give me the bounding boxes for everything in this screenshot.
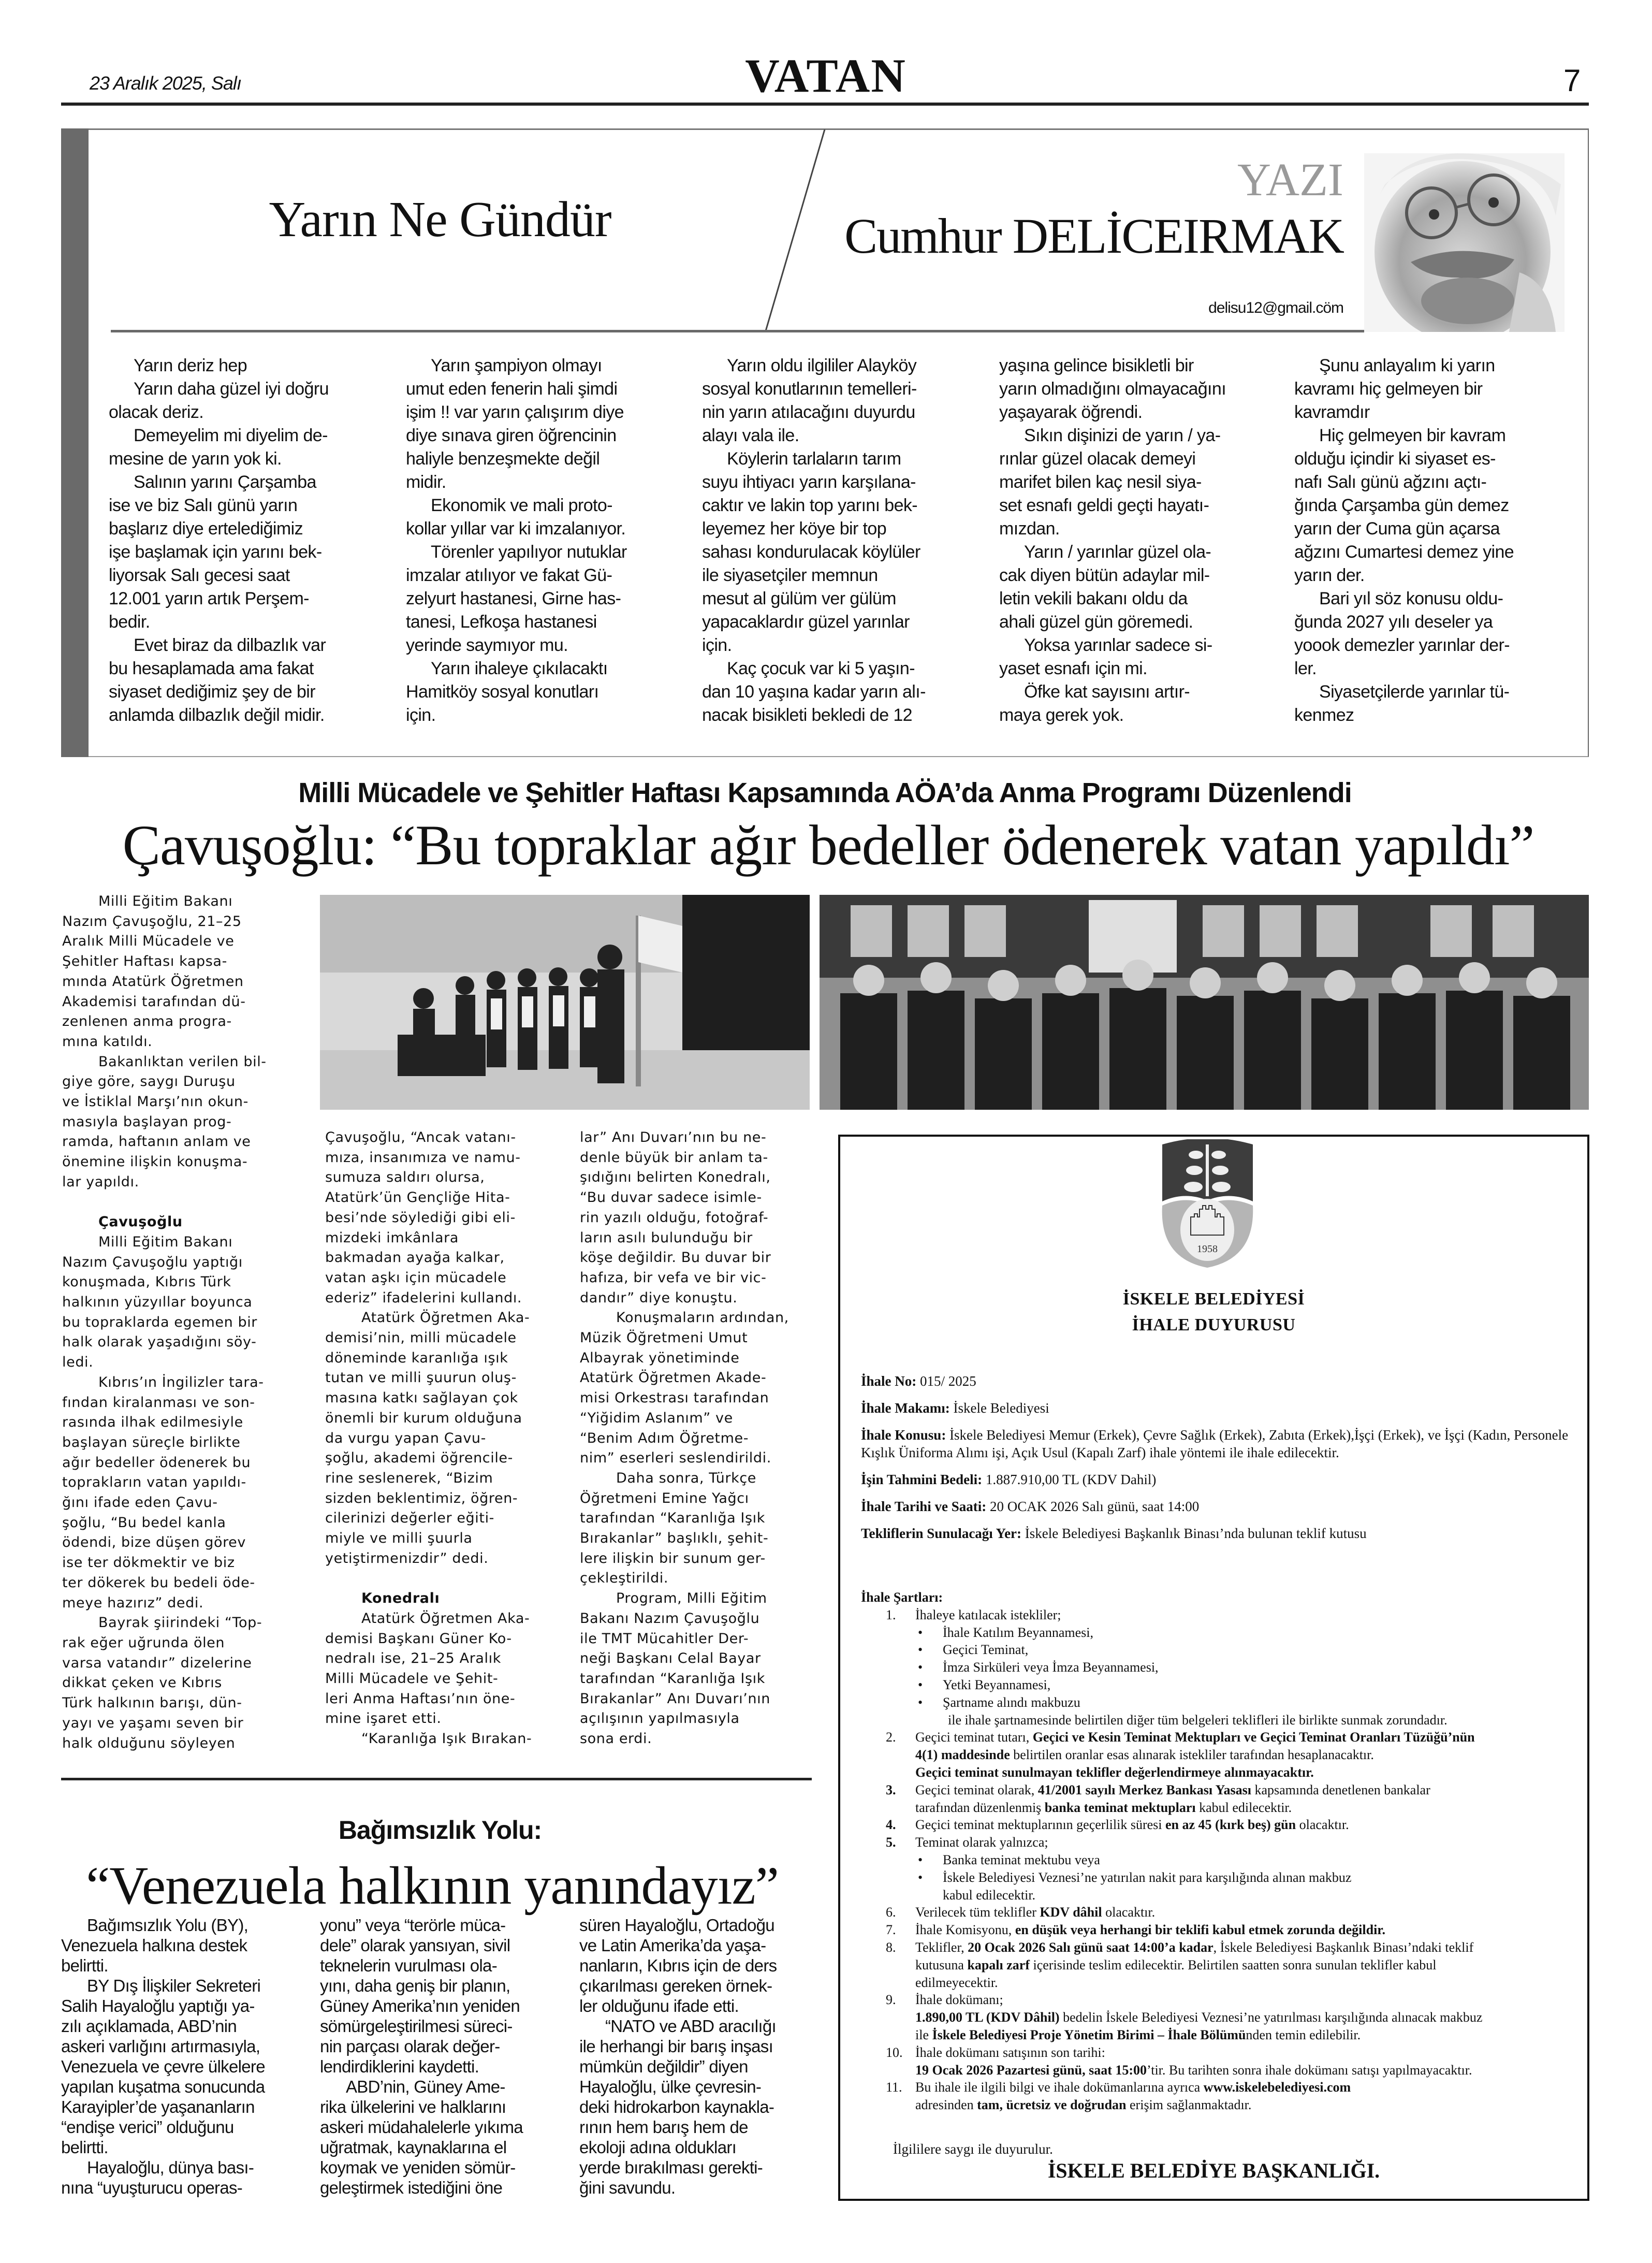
condition-line: [861, 1694, 1575, 1711]
condition-line: [861, 2009, 1575, 2026]
condition-line: [861, 1816, 1575, 1834]
paragraph: Yoksa yarınlar sadece si- yaset esnafı için mi.: [999, 635, 1212, 678]
paragraph: Çavuşoğlu, “Ancak vatanı- mıza, insanımıza ve namu- sumuza saldırı olursa, Atatürk’ün Gençliğe Hita- besi’nde söylediği gibi eli- mizdeki imkânlara bakmadan ayağa kalkar, vatan aşkı için mücadele ederiz” ifadelerini kullandı.: [325, 1129, 522, 1306]
paragraph: Evet biraz da dilbazlık var bu hesaplamada ama fakat siyaset dediğimiz şey de bir anlamda dilbazlık değil midir.: [109, 635, 326, 725]
subheading: Çavuşoğlu: [98, 1214, 183, 1230]
ad-organization: İSKELE BELEDİYESİ: [1122, 1289, 1305, 1309]
text-segment: ile ihale şartnamesinde belirtilen diğer tüm belgeleri teklifleri ile birlikte sunmak zorundadır.: [948, 1712, 1448, 1728]
paragraph: Yarın deriz hep: [134, 356, 247, 375]
condition-line: [861, 1624, 1575, 1642]
article2-text-column: [579, 1915, 823, 2198]
text-segment: Geçici teminat mektuplarının geçerlilik süresi: [915, 1817, 1166, 1833]
paragraph: Ekonomik ve mali proto- kollar yıllar var ki imzalanıyor.: [406, 496, 626, 539]
condition-text: [861, 1800, 1292, 1815]
paragraph: Kaç çocuk var ki 5 yaşın- dan 10 yaşına kadar yarın alı- nacak bisikleti bekledi de 12: [702, 659, 926, 725]
condition-text: [861, 1992, 1003, 2007]
bullet-icon: •: [918, 1677, 923, 1692]
tender-conditions: [861, 1589, 1575, 2114]
text-segment: , İskele Belediyesi Başkanlık Binası’ndaki teklif: [1213, 1939, 1474, 1955]
paragraph: Kıbrıs’ın İngilizler tara- fından kiralanması ve son- rasında ilhak edilmesiyle başlayan süreçle birlikte ağır bedeller ödenerek bu toprakların vatan yapıldı- ğını ifade eden Çavu- şoğlu, “Bu bedel kanla ödendi, bize düşen görev ise ter dökmektir ve biz ter dökerek bu bedeli öde- meye hazırız” dedi.: [62, 1374, 264, 1611]
article2-headline: “Venezuela halkının yanındayız”: [86, 1856, 779, 1916]
condition-number: 2.: [886, 1730, 896, 1745]
paragraph: Daha sonra, Türkçe Öğretmeni Emine Yağcı tarafından “Karanlığa Işık Bırakanlar” başlıklı, şehit- lere ilişkin bir sunum ger- çekleştirildi.: [580, 1470, 769, 1587]
tender-field: [861, 1426, 1575, 1461]
condition-line: [861, 1676, 1575, 1694]
text-segment: 4(1) maddesinde: [915, 1747, 1010, 1763]
opinion-text-column: [999, 354, 1274, 727]
paragraph: Sıkın dişinizi de yarın / ya- rınlar güzel olacak demeyi marifet bilen kaç nesil siya- set esnafı geldi geçti hayatı- mızdan.: [999, 426, 1221, 539]
text-segment: kabul edilecektir.: [943, 1887, 1036, 1903]
condition-line: [861, 2044, 1575, 2062]
masthead-logo: VATAN: [745, 49, 907, 102]
text-segment: Geçici teminat sunulmayan teklifler değerlendirmeye alınmayacaktır.: [915, 1764, 1314, 1780]
article2-kicker: Bağımsızlık Yolu:: [338, 1816, 542, 1845]
condition-text: [861, 1922, 1385, 1937]
author-email: delisu12@gmail.cöm: [1208, 299, 1343, 316]
text-segment: olacaktır.: [1296, 1817, 1349, 1833]
condition-text: [861, 2063, 1472, 2078]
article-kicker: Milli Mücadele ve Şehitler Haftası Kapsamında AÖA’da Anma Programı Düzenlendi: [298, 777, 1352, 808]
bullet-icon: •: [918, 1852, 923, 1867]
condition-line: [861, 1887, 1575, 1904]
opinion-text-column: [406, 354, 680, 727]
paragraph: Hayaloğlu, dünya bası- nına “uyuşturucu operas-: [61, 2158, 254, 2197]
article-divider: [61, 1778, 812, 1780]
paragraph: Yarın oldu ilgililer Alayköy sosyal konutlarının temelleri- nin yarın atılacağını duyurdu alayı vala ile.: [702, 356, 917, 445]
tender-details: [861, 1372, 1575, 1551]
paragraph: Öfke kat sayısını artır- maya gerek yok.: [999, 682, 1190, 725]
paragraph: “Karanlığa Işık Bırakan-: [361, 1731, 532, 1747]
condition-line: [861, 1869, 1575, 1887]
ad-closing: İlgililere saygı ile duyurulur.: [893, 2141, 1053, 2157]
condition-line: [861, 1974, 1575, 1992]
text-segment: tam, ücretsiz ve doğrudan: [977, 2097, 1127, 2113]
article-headline: Çavuşoğlu: “Bu topraklar ağır bedeller ödenerek vatan yapıldı”: [122, 814, 1534, 877]
condition-text: [861, 1695, 1080, 1710]
column-title: Yarın Ne Gündür: [269, 192, 611, 248]
text-segment: nden temin edilebilir.: [1246, 2027, 1361, 2042]
paragraph: Bakanlıktan verilen bil- giye göre, saygı Duruşu ve İstiklal Marşı’nın okun- masıyla başlayan prog- ramda, haftanın anlam ve önemine ilişkin konuşma- lar yapıldı.: [62, 1053, 267, 1190]
condition-line: [861, 1991, 1575, 2009]
field-value: İskele Belediyesi: [949, 1400, 1049, 1416]
condition-text: [861, 1817, 1349, 1832]
article-text-column: [580, 1128, 818, 1749]
condition-line: [861, 1956, 1575, 1974]
bullet-icon: •: [918, 1869, 923, 1885]
condition-text: [861, 1940, 1473, 1955]
article2-text-column: [320, 1915, 563, 2198]
text-segment: en düşük veya herhangi bir teklifi kabul etmek zorunda değildir.: [1015, 1922, 1385, 1938]
text-segment: Teminat olarak yalnızca;: [915, 1835, 1048, 1850]
text-segment: Teklifler,: [915, 1939, 968, 1955]
ad-signature: İSKELE BELEDİYE BAŞKANLIĞI.: [1047, 2159, 1380, 2182]
text-segment: olacaktır.: [1102, 1905, 1156, 1920]
condition-text: [861, 1975, 998, 1990]
subheading: Konedralı: [361, 1590, 440, 1607]
paragraph: Demeyelim mi diyelim de- mesine de yarın yok ki.: [109, 426, 328, 469]
field-label: İşin Tahmini Bedeli:: [861, 1472, 983, 1487]
condition-line: [861, 2062, 1575, 2079]
condition-number: 5.: [886, 1835, 896, 1850]
text-segment: KDV dâhil: [1040, 1905, 1102, 1920]
condition-line: [861, 1799, 1575, 1817]
paragraph: Köylerin tarlaların tarım suyu ihtiyacı yarın karşılana- caktır ve lakin top yarını bek- leyemez her köye bir top sahası kondurulacak köylüler ile siyasetçiler memnun mesut al gülüm ver gülüm yapacaklardır güzel yarınlar için.: [702, 449, 920, 655]
field-value: 20 OCAK 2026 Salı günü, saat 14:00: [986, 1499, 1200, 1514]
text-segment: İhale Komisyonu,: [915, 1922, 1015, 1938]
condition-text: [861, 1713, 1448, 1728]
conditions-heading: İhale Şartları:: [861, 1590, 943, 1605]
condition-line: [861, 1781, 1575, 1799]
condition-text: [861, 1625, 1093, 1640]
text-segment: Geçici Teminat,: [943, 1642, 1029, 1658]
text-segment: banka teminat mektupları: [1044, 1800, 1196, 1815]
paragraph: ABD’nin, Güney Ame- rika ülkelerini ve halklarını askeri müdahalelerle yıkıma uğratmak, kaynaklarına el koymak ve yeniden sömür- geleştirmek istediğini öne: [320, 2077, 523, 2197]
paragraph: Program, Milli Eğitim Bakanı Nazım Çavuşoğlu ile TMT Mücahitler Der- neği Başkanı Celal Bayar tarafından “Karanlığa Işık Bırakanlar” Anı Duvarı’nın açılışının yapılmasıyla sona erdi.: [580, 1590, 770, 1747]
condition-text: [861, 2010, 1482, 2025]
text-segment: kapalı zarf: [967, 1957, 1030, 1972]
text-segment: İskele Belediyesi Proje Yönetim Birimi – İhale Bölümü: [932, 2027, 1246, 2042]
text-segment: belirtilen oranlar esas alınarak istekliler tarafından hesaplanacaktır.: [1010, 1747, 1374, 1763]
condition-text: [861, 1747, 1374, 1762]
condition-line: [861, 1641, 1575, 1659]
paragraph: Yarın ihaleye çıkılacaktı Hamitköy sosyal konutları için.: [406, 659, 608, 725]
text-segment: adresinden: [915, 2097, 977, 2113]
field-label: Tekliflerin Sunulacağı Yer:: [861, 1526, 1022, 1541]
condition-text: [861, 2097, 1251, 2112]
svg-text:1958: 1958: [1197, 1243, 1218, 1255]
opinion-text-column: [109, 354, 383, 727]
condition-line: [861, 2096, 1575, 2114]
condition-line: [861, 1659, 1575, 1676]
paragraph: yaşına gelince bisikletli bir yarın olmadığını olmayacağını yaşayarak öğrendi.: [999, 356, 1226, 422]
field-value: İskele Belediyesi Başkanlık Binası’nda bulunan teklif kutusu: [1021, 1526, 1367, 1541]
text-segment: Geçici teminat olarak,: [915, 1782, 1038, 1797]
text-segment: 1.890,00 TL (KDV Dâhil): [915, 2010, 1060, 2025]
text-segment: Verilecek tüm teklifler: [915, 1905, 1040, 1920]
condition-number: 4.: [886, 1817, 896, 1833]
condition-line: [861, 1764, 1575, 1781]
condition-text: [861, 1677, 1050, 1692]
text-segment: İhale dokümanı;: [915, 1992, 1003, 2008]
field-label: İhale Makamı:: [861, 1400, 950, 1416]
condition-number: 7.: [886, 1922, 896, 1938]
text-segment: en az 45 (kırk beş) gün: [1165, 1817, 1296, 1833]
condition-text: [861, 1957, 1437, 1972]
text-segment: Geçici ve Kesin Teminat Mektupları ve Geçici Teminat Oranları Tüzüğü’nün: [1032, 1730, 1475, 1745]
tender-field: [861, 1525, 1575, 1542]
paragraph: Törenler yapılıyor nutuklar imzalar atılıyor ve fakat Gü- zelyurt hastanesi, Girne has- tanesi, Lefkoşa hastanesi yerinde saymıyor mu.: [406, 542, 627, 655]
opinion-text-column: [1294, 354, 1569, 727]
text-segment: 20 Ocak 2026 Salı günü saat 14:00’a kadar: [968, 1939, 1214, 1955]
paragraph: “NATO ve ABD aracılığı ile herhangi bir barış inşası mümkün değildir” diyen Hayaloğlu, ülke çevresin- deki hidrokarbon kaynakla- rının hem barış hem de ekoloji adına oldukları yerde bırakılması gerekti- ğini savundu.: [579, 2017, 776, 2197]
text-segment: İmza Sirküleri veya İmza Beyannamesi,: [943, 1660, 1159, 1675]
condition-line: [861, 1711, 1575, 1729]
text-segment: kutusuna: [915, 1957, 968, 1972]
bullet-icon: •: [918, 1694, 923, 1710]
condition-text: [861, 1730, 1475, 1745]
column-label: YAZI: [1237, 154, 1343, 206]
condition-number: 3.: [886, 1782, 896, 1797]
text-segment: içerisinde teslim edilecektir. Belirtilen saatten sonra sunulan teklifler kabul: [1030, 1957, 1437, 1972]
paragraph: Salının yarını Çarşamba ise ve biz Salı günü yarın başlarız diye ertelediğimiz işe başlamak için yarını bek- liyorsak Salı gecesi saat 12.001 yarın artık Perşem- bedir.: [109, 472, 322, 632]
condition-line: [861, 1851, 1575, 1869]
text-segment: Yetki Beyannamesi,: [943, 1677, 1051, 1692]
condition-text: [861, 1870, 1351, 1885]
paragraph: Atatürk Öğretmen Aka- demisi’nin, milli mücadele döneminde karanlığa ışık tutan ve milli şuurun oluş- masına katkı sağlayan çok önemli bir kurum olduğuna da vurgu yapan Çavu- şoğlu, akademi öğrencile- rine seslenerek, “Bizim sizden beklentimiz, öğren- cilerinizi değerler eğiti- miyle ve milli şuurla yetiştirmenizdir” dedi.: [325, 1310, 530, 1566]
condition-line: [861, 1904, 1575, 1921]
paragraph: Atatürk Öğretmen Aka- demisi Başkanı Güner Ko- nedralı ise, 21–25 Aralık Milli Mücadele ve Şehit- leri Anma Haftası’nın öne- mine işaret etti.: [325, 1610, 530, 1727]
condition-text: [861, 2027, 1361, 2042]
paragraph: Hiç gelmeyen bir kavram olduğu içindir ki siyaset es- nafı Salı günü ağzını açtı- ğında Çarşamba gün demez yarın der Cuma gün açarsa ağzını Cumartesi demez yine yarın der.: [1294, 426, 1514, 585]
condition-line: [861, 1746, 1575, 1764]
condition-number: 9.: [886, 1992, 896, 2008]
text-segment: bedelin İskele Belediyesi Veznesi’ne yatırılması karşılığında alınacak makbuz: [1059, 2010, 1483, 2025]
field-value: İskele Belediyesi Memur (Erkek), Çevre Sağlık (Erkek), Zabıta (Erkek),İşçi (Erkek), ve İşçi (Kadın, Personele Kışlık Üniforma Alımı işi, Açık Usul (Kapalı Zarf) ihale yöntemi ile ihale edilecektir.: [861, 1427, 1569, 1460]
opinion-header-underline: [111, 330, 1364, 332]
text-segment: www.iskelebelediyesi.com: [1203, 2080, 1351, 2095]
paragraph: Yarın şampiyon olmayı umut eden fenerin hali şimdi işim !! var yarın çalışırım diye diye sınava giren öğrencinin haliyle benzeşmekte değil midir.: [406, 356, 624, 492]
condition-line: [861, 1921, 1575, 1939]
condition-text: [861, 1905, 1155, 1920]
condition-number: 8.: [886, 1939, 896, 1955]
bullet-icon: •: [918, 1624, 923, 1640]
paragraph: süren Hayaloğlu, Ortadoğu ve Latin Amerika’da yaşa- nanların, Kıbrıs için de ders çıkarılması gereken örnek- ler olduğunu ifade etti.: [579, 1916, 777, 2015]
text-segment: İhale dokümanı satışının son tarihi:: [915, 2044, 1105, 2060]
text-segment: tarafından düzenlenmiş: [915, 1800, 1045, 1815]
author-photo: [1364, 153, 1565, 332]
text-segment: İskele Belediyesi Veznesi’ne yatırılan nakit para karşılığında alınan makbuz: [943, 1869, 1352, 1885]
condition-number: 1.: [886, 1607, 896, 1622]
paragraph: Şunu anlayalım ki yarın kavramı hiç gelmeyen bir kavramdır: [1294, 356, 1495, 422]
paragraph: Milli Eğitim Bakanı Nazım Çavuşoğlu, 21–25 Aralık Milli Mücadele ve Şehitler Haftası kapsa- mında Atatürk Öğretmen Akademisi tarafından dü- zenlenen anma progra- mına katıldı.: [62, 893, 246, 1050]
paragraph: BY Dış İlişkiler Sekreteri Salih Hayaloğlu yaptığı ya- zılı açıklamada, ABD’nin askeri varlığını artırmasıyla, Venezuela ve çevre ülkelere yapılan kuşatma sonucunda Karayipler’de yaşananların “endişe verici” olduğunu belirtti.: [61, 1976, 265, 2157]
text-segment: Bu ihale ile ilgili bilgi ve ihale dokümanlarına ayrıca: [915, 2080, 1204, 2095]
condition-number: 11.: [886, 2080, 902, 2095]
tender-field: [861, 1399, 1575, 1417]
text-segment: ’tir. Bu tarihten sonra ihale dokümanı satışı yapılmayacaktır.: [1147, 2062, 1472, 2078]
condition-number: 6.: [886, 1905, 896, 1920]
field-value: 015/ 2025: [916, 1373, 976, 1389]
text-segment: İhale Katılım Beyannamesi,: [943, 1624, 1093, 1640]
article-text-column: [325, 1128, 558, 1749]
condition-line: [861, 2026, 1575, 2044]
paragraph: Yarın daha güzel iyi doğru olacak deriz.: [109, 379, 329, 422]
text-segment: 41/2001 sayılı Merkez Bankası Yasası: [1037, 1782, 1251, 1797]
bullet-icon: •: [918, 1642, 923, 1658]
condition-text: [861, 1642, 1028, 1657]
issue-date: 23 Aralık 2025, Salı: [90, 72, 241, 94]
article2-text-column: [61, 1915, 304, 2198]
paragraph: Bari yıl söz konusu oldu- ğunda 2027 yılı deseler ya yoook demezler yarınlar der- ler.: [1294, 589, 1510, 678]
bullet-icon: •: [918, 1660, 923, 1675]
text-segment: Geçici teminat tutarı,: [915, 1730, 1033, 1745]
condition-text: [861, 2080, 1351, 2095]
page-number: 7: [1563, 63, 1581, 98]
condition-text: [861, 1660, 1159, 1675]
condition-line: [861, 1729, 1575, 1746]
author-name: Cumhur DELİCEIRMAK: [844, 208, 1343, 264]
tender-field: [861, 1471, 1575, 1488]
field-label: İhale No:: [861, 1373, 917, 1389]
field-label: İhale Konusu:: [861, 1427, 946, 1443]
tender-field: [861, 1498, 1575, 1515]
article-text-column: [62, 892, 305, 1753]
text-segment: kapsamında denetlenen bankalar: [1251, 1782, 1430, 1797]
text-segment: erişim sağlanmaktadır.: [1126, 2097, 1252, 2113]
opinion-text-column: [702, 354, 976, 727]
paragraph: Konuşmaların ardından, Müzik Öğretmeni Umut Albayrak yönetiminde Atatürk Öğretmen Akade- misi Orkestrası tarafından “Yiğidim Aslanım” ve “Benim Adım Öğretme- nim” eserleri seslendirildi.: [580, 1310, 789, 1467]
text-segment: kabul edilecektir.: [1195, 1800, 1292, 1815]
condition-text: [861, 1852, 1100, 1867]
iskele-municipality-logo: [1152, 1139, 1263, 1269]
ceremony-music-photo: [320, 895, 810, 1110]
condition-text: [861, 1888, 1035, 1903]
text-segment: 19 Ocak 2026 Pazartesi günü, saat 15:00: [915, 2062, 1147, 2078]
memorial-wall-group-photo: [820, 895, 1589, 1110]
condition-line: [861, 2079, 1575, 2096]
paragraph: Bağımsızlık Yolu (BY), Venezuela halkına destek belirtti.: [61, 1916, 248, 1975]
condition-text: [861, 1765, 1314, 1780]
paragraph: Bayrak şiirindeki “Top- rak eğer uğrunda ölen varsa vatandır” dizelerine dikkat çeken ve Kıbrıs Türk halkının barışı, dün- yayı ve yaşamı seven bir halk olduğunu söyleyen: [62, 1615, 262, 1751]
text-segment: edilmeyecektir.: [915, 1975, 998, 1990]
text-segment: İhaleye katılacak istekliler;: [915, 1607, 1061, 1622]
tender-field: [861, 1372, 1575, 1390]
ad-title: İHALE DUYURUSU: [1132, 1315, 1296, 1334]
text-segment: Banka teminat mektubu veya: [943, 1852, 1100, 1867]
field-label: İhale Tarihi ve Saati:: [861, 1499, 987, 1514]
text-segment: ile: [915, 2027, 932, 2042]
text-segment: Şartname alındı makbuzu: [943, 1694, 1080, 1710]
paragraph: lar” Anı Duvarı’nın bu ne- denle büyük bir anlam ta- şıdığını belirten Konedralı, “Bu duvar sadece isimle- rin yazılı olduğu, fotoğraf- ların asılı bulunduğu bir köşe değildir. Bu duvar bir hafıza, bir vefa ve bir vic- dandır” diye konuştu.: [580, 1129, 771, 1306]
condition-line: [861, 1606, 1575, 1624]
condition-number: 10.: [886, 2044, 903, 2060]
condition-line: [861, 1834, 1575, 1851]
paragraph: Siyasetçilerde yarınlar tü- kenmez: [1294, 682, 1510, 725]
paragraph: Milli Eğitim Bakanı Nazım Çavuşoğlu yaptığı konuşmada, Kıbrıs Türk halkının yüzyıllar boyunca bu topraklarda egemen bir halk olarak yaşadığını söy- ledi.: [62, 1234, 258, 1371]
condition-text: [861, 1782, 1430, 1797]
paragraph: yonu” veya “terörle müca- dele” olarak yansıyan, sivil teknelerin vurulması ola- yını, daha geniş bir planın, Güney Amerika’nın yeniden sömürgeleştirilmesi süreci- nin parçası olarak değer- lendirdiklerini kaydetti.: [320, 1916, 520, 2076]
field-value: 1.887.910,00 TL (KDV Dahil): [982, 1472, 1157, 1487]
condition-line: [861, 1939, 1575, 1956]
paragraph: Yarın / yarınlar güzel ola- cak diyen bütün adaylar mil- letin vekili bakanı oldu da ahali güzel gün göremedi.: [999, 542, 1211, 632]
